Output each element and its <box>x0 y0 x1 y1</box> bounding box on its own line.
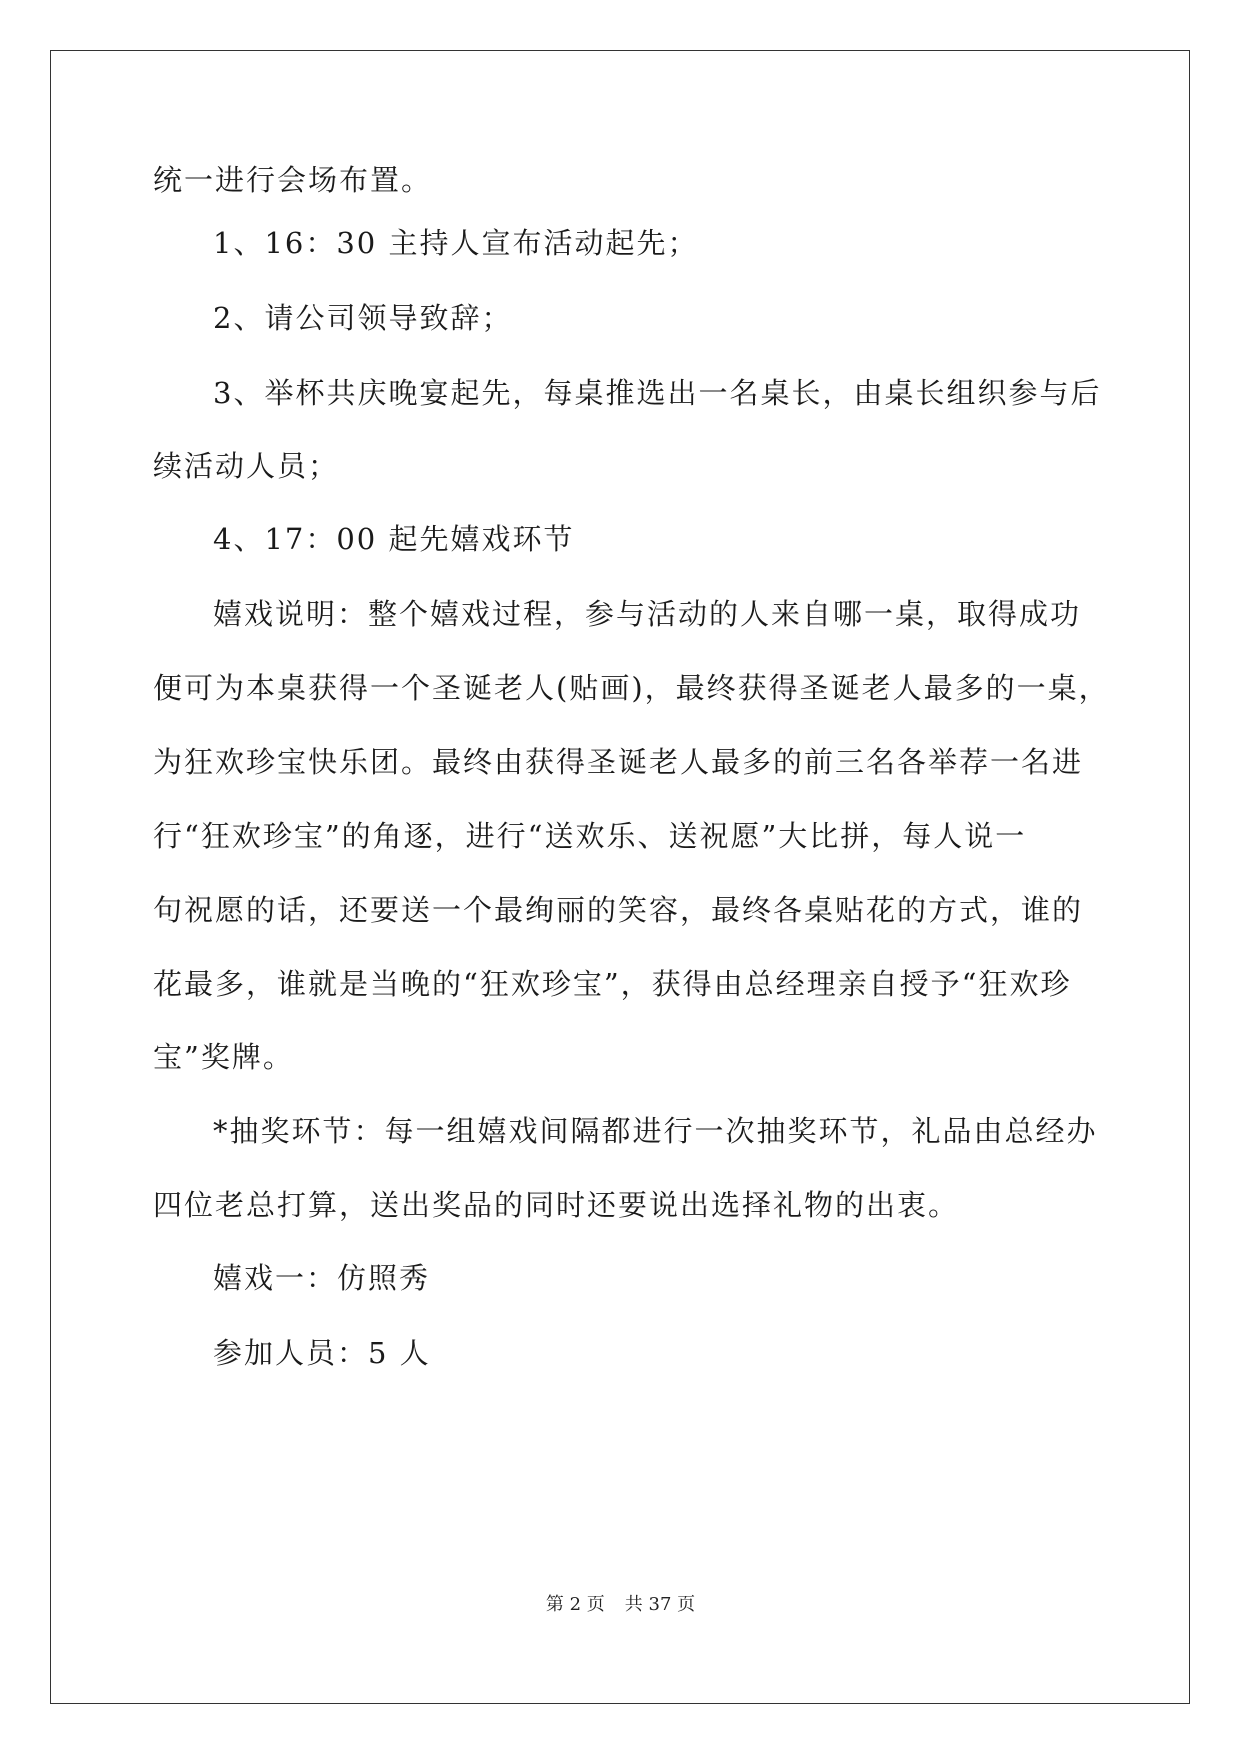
text-line: 续活动人员； <box>153 449 340 483</box>
page-total: 共 37 页 <box>624 1594 696 1615</box>
text-line: 嬉戏一：仿照秀 <box>213 1261 431 1295</box>
text-line: 4、17：00 起先嬉戏环节 <box>213 522 575 556</box>
text-line: 统一进行会场布置。 <box>153 163 433 197</box>
page-footer <box>0 1590 1241 1616</box>
text-line: 便可为本桌获得一个圣诞老人(贴画)，最终获得圣诞老人最多的一桌， <box>153 671 1110 705</box>
page-number: 第 2 页 <box>545 1594 605 1615</box>
text-line: 宝”奖牌。 <box>153 1040 294 1074</box>
text-line: *抽奖环节：每一组嬉戏间隔都进行一次抽奖环节，礼品由总经办 <box>213 1114 1098 1148</box>
text-line: 行“狂欢珍宝”的角逐，进行“送欢乐、送祝愿”大比拼，每人说一 <box>153 819 1027 853</box>
text-line: 1、16：30 主持人宣布活动起先； <box>213 226 699 260</box>
text-line: 为狂欢珍宝快乐团。最终由获得圣诞老人最多的前三名各举荐一名进 <box>153 745 1084 779</box>
text-line: 四位老总打算，送出奖品的同时还要说出选择礼物的出衷。 <box>153 1188 960 1222</box>
text-line: 参加人员：5 人 <box>213 1336 431 1370</box>
text-line: 句祝愿的话，还要送一个最绚丽的笑容，最终各桌贴花的方式，谁的 <box>153 893 1084 927</box>
text-line: 2、请公司领导致辞； <box>213 301 513 335</box>
text-line: 嬉戏说明：整个嬉戏过程，参与活动的人来自哪一桌，取得成功 <box>213 597 1082 631</box>
text-line: 3、举杯共庆晚宴起先，每桌推选出一名桌长，由桌长组织参与后 <box>213 376 1102 410</box>
text-line: 花最多，谁就是当晚的“狂欢珍宝”，获得由总经理亲自授予“狂欢珍 <box>153 967 1072 1001</box>
